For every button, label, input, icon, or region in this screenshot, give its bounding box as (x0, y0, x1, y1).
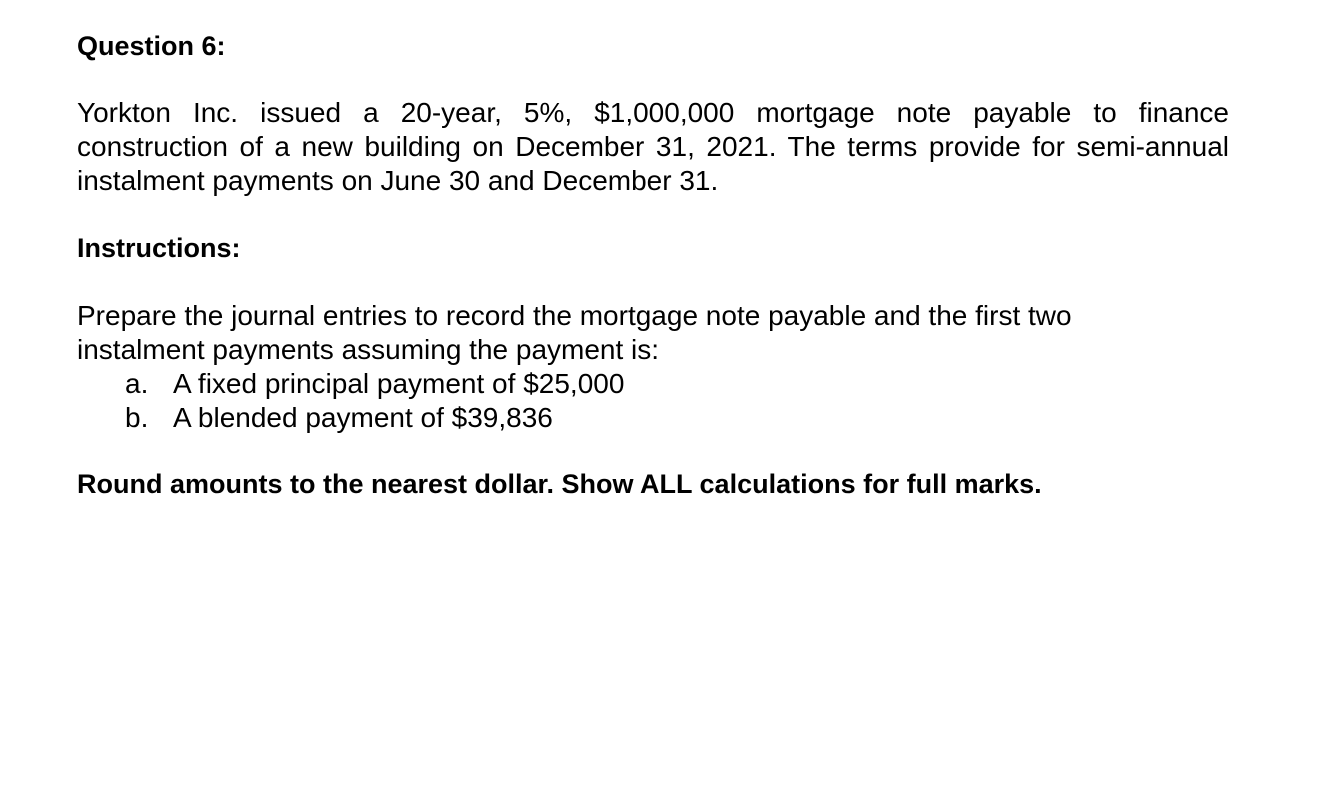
instructions-heading: Instructions: (77, 233, 241, 263)
list-item-text: A fixed principal payment of $25,000 (173, 368, 625, 399)
rounding-note: Round amounts to the nearest dollar. Show ALL calculations for full marks. (77, 469, 1042, 499)
list-item-marker: a. (125, 368, 149, 399)
options-list (125, 367, 624, 435)
question-heading: Question 6: (77, 31, 226, 61)
instructions-prompt-text: Prepare the journal entries to record the mortgage note payable and the first two instalment payments assuming the payment is: (77, 300, 1072, 365)
list-item (125, 367, 624, 401)
list-item-text: A blended payment of $39,836 (173, 402, 553, 433)
question-intro-text: Yorkton Inc. issued a 20-year, 5%, $1,000,000 mortgage note payable to finance construction of a new building on December 31, 2021. The terms provide for semi-annual instalment payments on June 30 and December 31. (77, 97, 1229, 196)
list-item (125, 401, 624, 435)
list-item-marker: b. (125, 402, 149, 433)
